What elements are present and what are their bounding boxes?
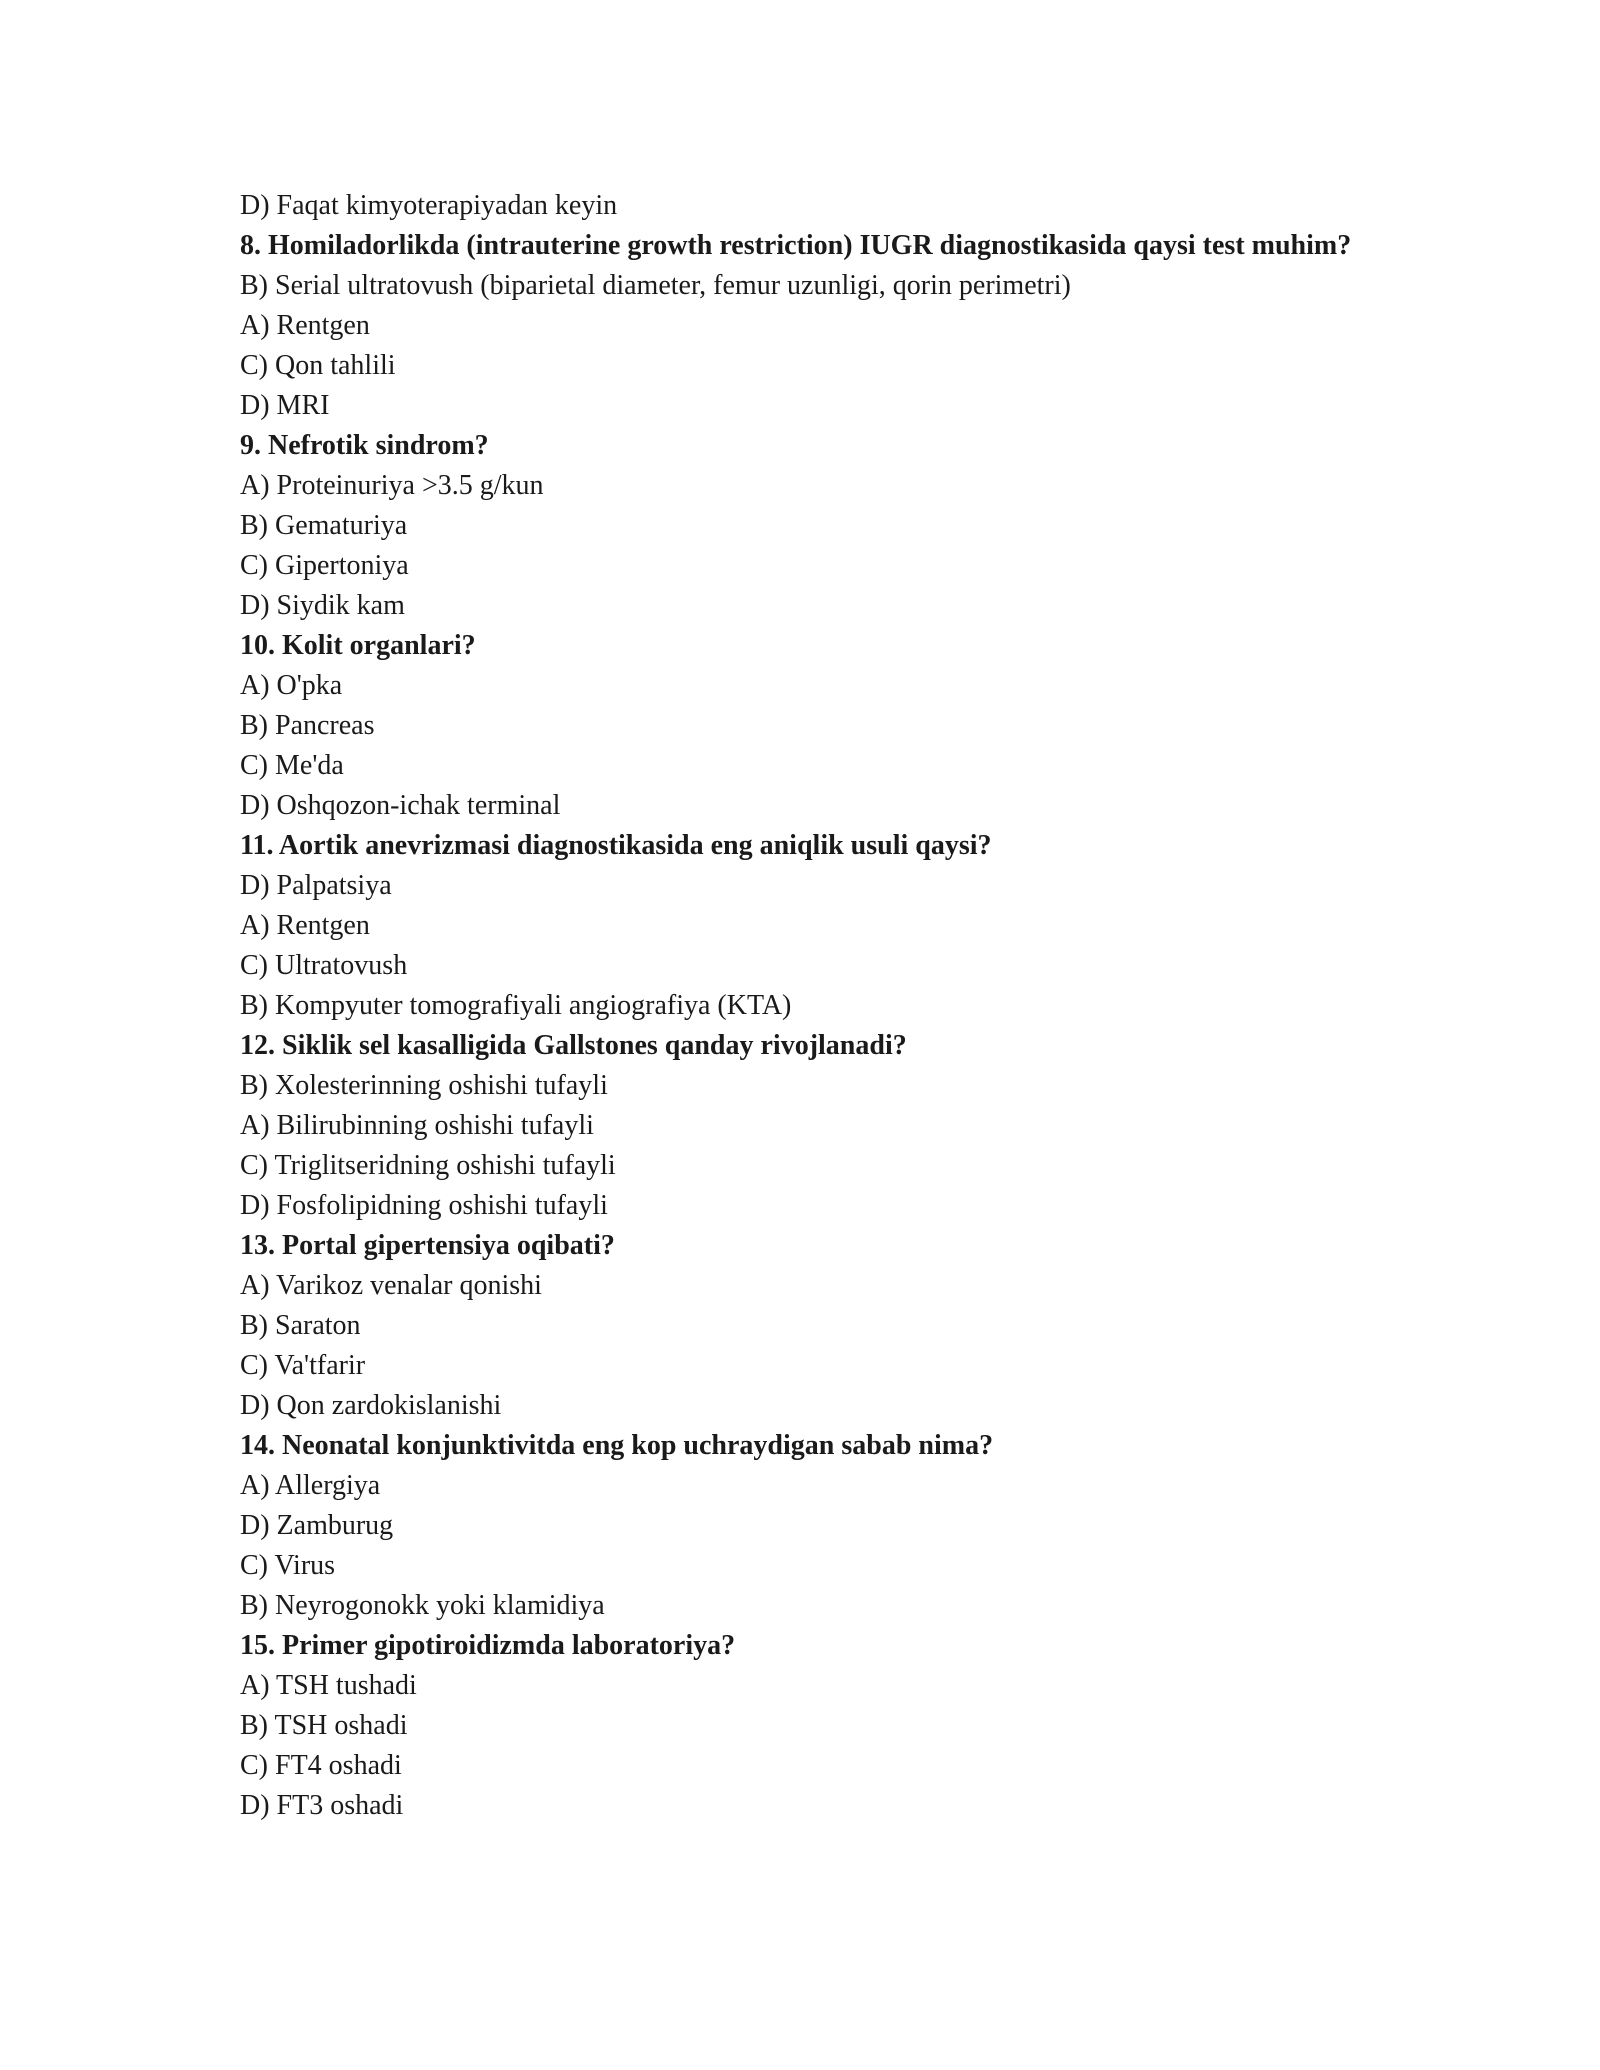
option-line: B) Serial ultratovush (biparietal diameter, femur uzunligi, qorin perimetri) <box>240 270 1071 301</box>
option-line: D) FT3 oshadi <box>240 1790 404 1821</box>
option-line: D) Faqat kimyoterapiyadan keyin <box>240 190 618 221</box>
option-line: C) Me'da <box>240 750 344 781</box>
option-line: D) Qon zardokislanishi <box>240 1390 502 1421</box>
option-line: B) Saraton <box>240 1310 361 1341</box>
option-line: C) FT4 oshadi <box>240 1750 402 1781</box>
question-title: 9. Nefrotik sindrom? <box>240 430 489 461</box>
option-line: A) TSH tushadi <box>240 1670 417 1701</box>
option-line: C) Gipertoniya <box>240 550 409 581</box>
option-line: D) Oshqozon-ichak terminal <box>240 790 561 821</box>
question-title: 12. Siklik sel kasalligida Gallstones qanday rivojlanadi? <box>240 1030 907 1061</box>
option-line: A) Rentgen <box>240 310 370 341</box>
option-line: D) MRI <box>240 390 330 421</box>
option-line: A) Bilirubinning oshishi tufayli <box>240 1110 594 1141</box>
question-title: 10. Kolit organlari? <box>240 630 476 661</box>
option-line: D) Fosfolipidning oshishi tufayli <box>240 1190 608 1221</box>
option-line: A) Allergiya <box>240 1470 381 1501</box>
option-line: D) Zamburug <box>240 1510 394 1541</box>
option-line: B) Gematuriya <box>240 510 408 541</box>
option-line: C) Qon tahlili <box>240 350 396 381</box>
option-line: B) Pancreas <box>240 710 375 741</box>
option-line: B) Kompyuter tomografiyali angiografiya (KTA) <box>240 990 792 1021</box>
option-line: D) Palpatsiya <box>240 870 392 901</box>
question-title: 14. Neonatal konjunktivitda eng kop uchraydigan sabab nima? <box>240 1430 994 1461</box>
option-line: C) Triglitseridning oshishi tufayli <box>240 1150 616 1181</box>
option-line: A) O'pka <box>240 670 343 701</box>
option-line: C) Virus <box>240 1550 336 1581</box>
option-line: B) Xolesterinning oshishi tufayli <box>240 1070 608 1101</box>
option-line: B) Neyrogonokk yoki klamidiya <box>240 1590 605 1621</box>
question-title: 8. Homiladorlikda (intrauterine growth restriction) IUGR diagnostikasida qaysi test muhim? <box>240 230 1352 261</box>
option-line: D) Siydik kam <box>240 590 405 621</box>
question-title: 13. Portal gipertensiya oqibati? <box>240 1230 615 1261</box>
question-title: 11. Aortik anevrizmasi diagnostikasida eng aniqlik usuli qaysi? <box>240 830 992 861</box>
document-page <box>240 186 1420 1826</box>
option-line: A) Rentgen <box>240 910 370 941</box>
option-line: C) Ultratovush <box>240 950 408 981</box>
option-line: A) Proteinuriya >3.5 g/kun <box>240 470 544 501</box>
option-line: C) Va'tfarir <box>240 1350 366 1381</box>
option-line: B) TSH oshadi <box>240 1710 408 1741</box>
question-title: 15. Primer gipotiroidizmda laboratoriya? <box>240 1630 736 1661</box>
option-line: A) Varikoz venalar qonishi <box>240 1270 542 1301</box>
